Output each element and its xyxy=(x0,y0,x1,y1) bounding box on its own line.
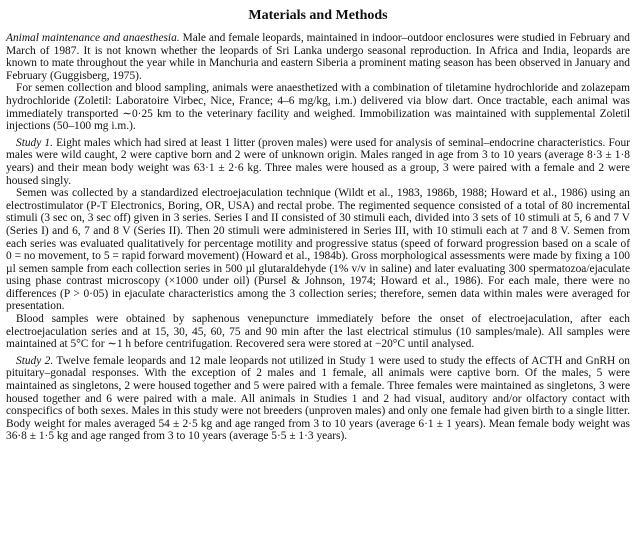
paragraph-text: Male and female leopards, maintained in indoor–outdoor enclosures were studied in February and March of 1987. It is not known whether the leopards of Sri Lanka undergo seasonal reproduction. In Africa and India, leopards are known to mate throughout the year while in Manchuria and eastern Siberia a prominent mating season has been observed in January and February (Guggisberg, 1975). xyxy=(6,32,630,82)
section-title: Materials and Methods xyxy=(248,8,388,23)
paragraph-text: Eight males which had sired at least 1 litter (proven males) were used for analysis of seminal–endocrine characteristics. Four males were wild caught, 2 were captive born and 2 were of unknown origin. Males ranged in age from 3 to 10 years (average 8·3 ± 1·8 years) and their mean body weight was 63·1 ± 2·6 kg. Three males were housed as a group, 3 were paired with a female and 2 were housed singly. xyxy=(6,136,630,187)
paragraph-text: Twelve female leopards and 12 male leopards not utilized in Study 1 were used to study the effects of ACTH and GnRH on pituitary–gonadal responses. With the exception of 2 males and 1 female, all animals were captive born. Of the males, 5 were maintained as singletons, 2 were housed together and 5 were paired with a female. Three females were maintained as singletons, 3 were housed together and 6 were paired with a male. All animals in Studies 1 and 2 had visual, auditory and/or olfactory contact with conspecifics of both sexes. Males in this study were not breeders (unproven males) and only one female had given birth to a single litter. Body weight for males averaged 54 ± 2·5 kg and age ranged from 3 to 10 years (average 6·1 ± 1 years). Mean female body weight was 36·8 ± 1·5 kg and age ranged from 3 to 10 years (average 5·5 ± 1·3 years). xyxy=(6,354,631,443)
paragraph-semen-blood-sampling xyxy=(6,82,630,132)
paragraph-blood-samples xyxy=(6,313,630,351)
paragraph-text: For semen collection and blood sampling, animals were anaesthetized with a combination of tiletamine hydrochloride and zolazepam hydrochloride (Zoletil: Laboratoire Virbec, Nice, France; 4–6 mg/kg, i.m.) delivered via blow dart. Once tractable, each animal was immediately transported ∼0·25 km to the veterinary facility and weighed. Immobilization was maintained with supplemental Zoletil injections (50–100 mg i.m.). xyxy=(6,82,630,133)
paragraph-lead: Study 1. xyxy=(16,136,53,149)
paragraph-lead: Animal maintenance and anaesthesia. xyxy=(6,32,180,44)
paragraph-lead: Study 2. xyxy=(16,354,54,367)
paragraph-animal-maintenance xyxy=(6,32,630,82)
paragraph-study-2 xyxy=(6,355,630,443)
paragraph-text: Semen was collected by a standardized electroejaculation technique (Wildt et al., 1983, 1986b, 1988; Howard et al., 1986) using an electrostimulator (P-T Electronics, Boring, OR, USA) and rectal probe. The regimented sequence consisted of a total of 80 incremental stimuli (3 sec on, 3 sec off) given in 3 series. Series I and II consisted of 30 stimuli each, divided into 3 sets of 10 stimuli at 5, 6 and 7 V (Series I) and 6, 7 and 8 V (Series II). Then 20 stimuli were administered in Series III, with 10 stimuli each at 7 and 8 V. Semen from each series was evaluated qualitatively for percentage motility and progressive status (speed of forward progression based on a scale of 0 = no movement, to 5 = rapid forward movement) (Howard et al., 1984b). Gross morphological assessments were made by fixing a 100 µl semen sample from each collection series in 500 µl glutaraldehyde (1% v/v in saline) and later evaluating 300 spermatozoa/ejaculate using phase contrast microscopy (×1000 under oil) (Pursel & Johnson, 1974; Howard et al., 1986). For each male, there were no differences (P > 0·05) in ejaculate characteristics among the 3 collection series; therefore, semen data within males were averaged for presentation. xyxy=(6,187,630,313)
paragraph-semen-collection xyxy=(6,187,630,313)
paragraph-study-1 xyxy=(6,137,630,187)
paragraph-text: Blood samples were obtained by saphenous venepuncture immediately before the onset of electroejaculation, after each electroejaculation series and at 15, 30, 45, 60, 75 and 90 min after the last electrical stimulus (10 samples/male). All samples were maintained at 5°C for ∼1 h before centrifugation. Recovered sera were stored at −20°C until analysed. xyxy=(6,313,630,351)
